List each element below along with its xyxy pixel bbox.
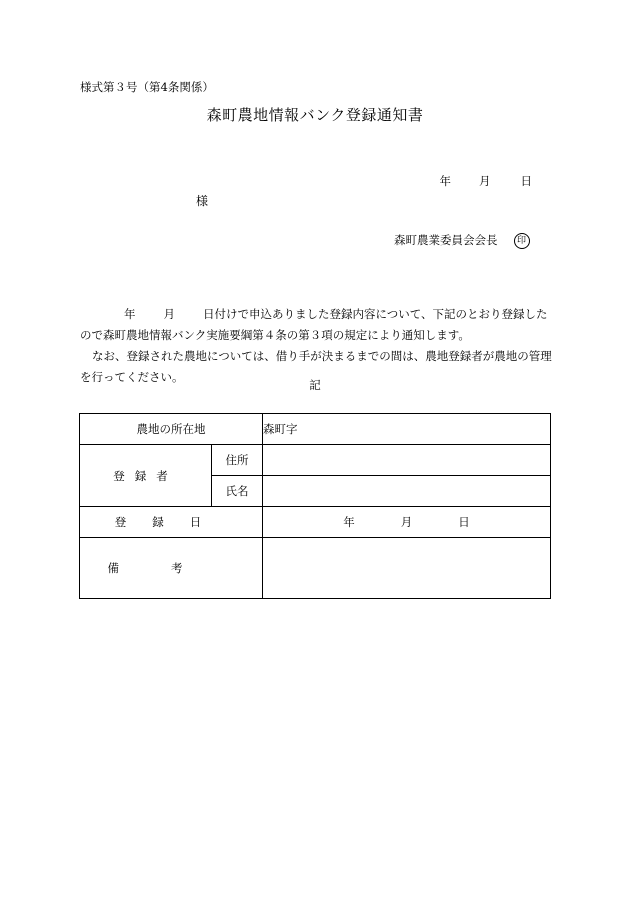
reg-date-year: 年 [343, 515, 355, 529]
name-value [263, 476, 551, 507]
header-date-month: 月 [479, 174, 491, 188]
address-label: 住所 [212, 445, 263, 476]
registration-table [79, 413, 551, 599]
name-label: 氏名 [212, 476, 263, 507]
table-row [80, 538, 551, 599]
location-value: 森町字 [263, 414, 551, 445]
document-title: 森町農地情報バンク登録通知書 [206, 106, 424, 124]
table-row [80, 445, 551, 476]
registrant-label: 登録者 [80, 445, 212, 507]
remarks-value [263, 538, 551, 599]
reg-date-label: 登録日 [80, 507, 263, 538]
reg-date-month: 月 [400, 515, 413, 529]
note-text: なお、登録された農地については、借り手が決まるまでの間は、農地登録者が農地の管理を行ってください。 [80, 349, 552, 384]
recipient-suffix: 様 [196, 194, 209, 208]
table-row [80, 414, 551, 445]
body-year: 年 [124, 307, 136, 321]
table-row [80, 507, 551, 538]
reg-date-day: 日 [458, 515, 470, 529]
form-number: 様式第３号（第4条関係） [80, 80, 214, 94]
reg-date-value [263, 507, 551, 538]
issuer [394, 233, 530, 249]
body-month: 月 [163, 307, 175, 321]
notice-paragraph [80, 304, 555, 346]
address-value [263, 445, 551, 476]
remarks-label: 備考 [80, 538, 263, 599]
header-date [440, 176, 533, 188]
seal-mark: 印 [514, 233, 530, 249]
notice-body [80, 304, 555, 388]
issuer-name: 森町農業委員会会長 [394, 233, 498, 247]
header-date-year: 年 [439, 174, 451, 188]
ki-heading: 記 [309, 378, 321, 392]
location-label: 農地の所在地 [80, 414, 263, 445]
header-date-day: 日 [520, 174, 532, 188]
body-text: 日付けで申込ありました登録内容について、下記のとおり登録したので森町農地情報バンク実施要綱第４条の第３項の規定により通知します。 [80, 307, 548, 342]
